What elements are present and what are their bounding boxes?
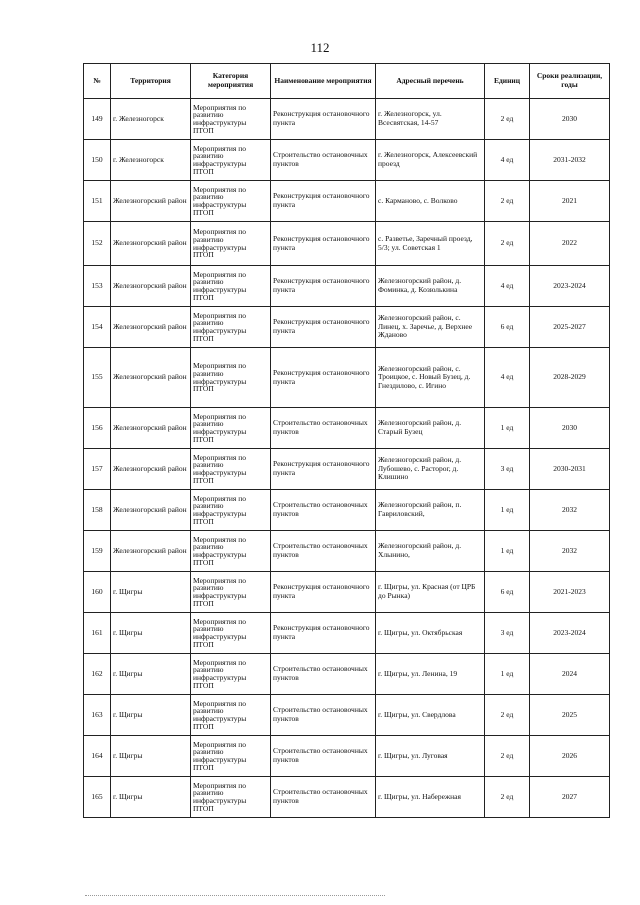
address-cell: Железногорский район, с. Линец, х. Заречье, д. Верхнее Жданово bbox=[376, 307, 485, 348]
term-cell: 2025 bbox=[530, 695, 610, 736]
row-number: 165 bbox=[84, 777, 111, 818]
table-row bbox=[84, 531, 610, 572]
term-cell: 2027 bbox=[530, 777, 610, 818]
measure-name-cell: Строительство остановочных пунктов bbox=[271, 531, 376, 572]
row-number: 157 bbox=[84, 449, 111, 490]
units-cell: 2 ед bbox=[485, 695, 530, 736]
units-cell: 4 ед bbox=[485, 348, 530, 408]
row-number: 162 bbox=[84, 654, 111, 695]
table-row bbox=[84, 140, 610, 181]
address-cell: г. Железногорск, ул. Всесвятская, 14-57 bbox=[376, 99, 485, 140]
term-cell: 2022 bbox=[530, 222, 610, 266]
table-row bbox=[84, 572, 610, 613]
units-cell: 1 ед bbox=[485, 531, 530, 572]
territory-cell: Железногорский район bbox=[111, 490, 191, 531]
table-row bbox=[84, 490, 610, 531]
term-cell: 2024 bbox=[530, 654, 610, 695]
measure-name-cell: Реконструкция остановочного пункта bbox=[271, 181, 376, 222]
page-number: 112 bbox=[310, 40, 330, 55]
units-cell: 1 ед bbox=[485, 490, 530, 531]
measure-name-cell: Реконструкция остановочного пункта bbox=[271, 307, 376, 348]
address-cell: г. Железногорск, Алексеевский проезд bbox=[376, 140, 485, 181]
measure-name-cell: Строительство остановочных пунктов bbox=[271, 140, 376, 181]
row-number: 155 bbox=[84, 348, 111, 408]
territory-cell: г. Щигры bbox=[111, 572, 191, 613]
term-cell: 2032 bbox=[530, 490, 610, 531]
territory-cell: г. Щигры bbox=[111, 777, 191, 818]
measure-name-cell: Реконструкция остановочного пункта bbox=[271, 348, 376, 408]
category-cell: Мероприятия по развитию инфраструктуры ПТОП bbox=[191, 408, 271, 449]
units-cell: 2 ед bbox=[485, 736, 530, 777]
category-cell: Мероприятия по развитию инфраструктуры ПТОП bbox=[191, 181, 271, 222]
category-cell: Мероприятия по развитию инфраструктуры ПТОП bbox=[191, 99, 271, 140]
row-number: 151 bbox=[84, 181, 111, 222]
header-territory: Территория bbox=[111, 64, 191, 99]
units-cell: 2 ед bbox=[485, 777, 530, 818]
header-row bbox=[84, 64, 610, 99]
header-address: Адресный перечень bbox=[376, 64, 485, 99]
territory-cell: Железногорский район bbox=[111, 348, 191, 408]
address-cell: г. Щигры, ул. Луговая bbox=[376, 736, 485, 777]
row-number: 153 bbox=[84, 266, 111, 307]
address-cell: г. Щигры, ул. Свердлова bbox=[376, 695, 485, 736]
measure-name-cell: Строительство остановочных пунктов bbox=[271, 490, 376, 531]
address-cell: Железногорский район, с. Троицкое, с. Новый Бузец, д. Гнездилово, с. Игино bbox=[376, 348, 485, 408]
territory-cell: г. Железногорск bbox=[111, 140, 191, 181]
units-cell: 3 ед bbox=[485, 449, 530, 490]
table-row bbox=[84, 654, 610, 695]
term-cell: 2026 bbox=[530, 736, 610, 777]
header-term: Сроки реализации, годы bbox=[530, 64, 610, 99]
address-cell: г. Щигры, ул. Набережная bbox=[376, 777, 485, 818]
territory-cell: Железногорский район bbox=[111, 181, 191, 222]
row-number: 159 bbox=[84, 531, 111, 572]
address-cell: Железногорский район, д. Лубошево, с. Расторог, д. Клишино bbox=[376, 449, 485, 490]
units-cell: 2 ед bbox=[485, 181, 530, 222]
table-row bbox=[84, 307, 610, 348]
category-cell: Мероприятия по развитию инфраструктуры ПТОП bbox=[191, 736, 271, 777]
table-row bbox=[84, 613, 610, 654]
territory-cell: г. Щигры bbox=[111, 695, 191, 736]
table-row bbox=[84, 99, 610, 140]
measure-name-cell: Реконструкция остановочного пункта bbox=[271, 266, 376, 307]
measure-name-cell: Реконструкция остановочного пункта bbox=[271, 613, 376, 654]
category-cell: Мероприятия по развитию инфраструктуры ПТОП bbox=[191, 654, 271, 695]
territory-cell: Железногорский район bbox=[111, 307, 191, 348]
term-cell: 2031-2032 bbox=[530, 140, 610, 181]
term-cell: 2030-2031 bbox=[530, 449, 610, 490]
term-cell: 2021 bbox=[530, 181, 610, 222]
category-cell: Мероприятия по развитию инфраструктуры ПТОП bbox=[191, 307, 271, 348]
footer-dotted-line bbox=[85, 895, 385, 897]
address-cell: с. Карманово, с. Волково bbox=[376, 181, 485, 222]
term-cell: 2025-2027 bbox=[530, 307, 610, 348]
header-units: Единиц bbox=[485, 64, 530, 99]
address-cell: Железногорский район, п. Гавриловский, bbox=[376, 490, 485, 531]
address-cell: с. Разветье, Заречный проезд, 5/3; ул. Советская 1 bbox=[376, 222, 485, 266]
table-row bbox=[84, 449, 610, 490]
measure-name-cell: Реконструкция остановочного пункта bbox=[271, 449, 376, 490]
row-number: 152 bbox=[84, 222, 111, 266]
units-cell: 6 ед bbox=[485, 572, 530, 613]
category-cell: Мероприятия по развитию инфраструктуры ПТОП bbox=[191, 490, 271, 531]
row-number: 158 bbox=[84, 490, 111, 531]
measure-name-cell: Строительство остановочных пунктов bbox=[271, 736, 376, 777]
header-num: № bbox=[84, 64, 111, 99]
row-number: 156 bbox=[84, 408, 111, 449]
territory-cell: Железногорский район bbox=[111, 531, 191, 572]
table-row bbox=[84, 181, 610, 222]
units-cell: 4 ед bbox=[485, 266, 530, 307]
measure-name-cell: Строительство остановочных пунктов bbox=[271, 777, 376, 818]
measure-name-cell: Строительство остановочных пунктов bbox=[271, 695, 376, 736]
term-cell: 2023-2024 bbox=[530, 613, 610, 654]
address-cell: г. Щигры, ул. Октябрьская bbox=[376, 613, 485, 654]
term-cell: 2030 bbox=[530, 99, 610, 140]
measure-name-cell: Строительство остановочных пунктов bbox=[271, 408, 376, 449]
address-cell: Железногорский район, д. Старый Бузец bbox=[376, 408, 485, 449]
territory-cell: Железногорский район bbox=[111, 449, 191, 490]
measure-name-cell: Реконструкция остановочного пункта bbox=[271, 99, 376, 140]
table-row bbox=[84, 777, 610, 818]
territory-cell: Железногорский район bbox=[111, 266, 191, 307]
term-cell: 2021-2023 bbox=[530, 572, 610, 613]
units-cell: 4 ед bbox=[485, 140, 530, 181]
row-number: 154 bbox=[84, 307, 111, 348]
territory-cell: Железногорский район bbox=[111, 222, 191, 266]
row-number: 164 bbox=[84, 736, 111, 777]
table-row bbox=[84, 266, 610, 307]
category-cell: Мероприятия по развитию инфраструктуры ПТОП bbox=[191, 613, 271, 654]
category-cell: Мероприятия по развитию инфраструктуры ПТОП bbox=[191, 222, 271, 266]
address-cell: Железногорский район, д. Хлынино, bbox=[376, 531, 485, 572]
territory-cell: г. Щигры bbox=[111, 613, 191, 654]
measure-name-cell: Реконструкция остановочного пункта bbox=[271, 222, 376, 266]
table-row bbox=[84, 408, 610, 449]
units-cell: 2 ед bbox=[485, 222, 530, 266]
territory-cell: Железногорский район bbox=[111, 408, 191, 449]
row-number: 160 bbox=[84, 572, 111, 613]
address-cell: г. Щигры, ул. Красная (от ЦРБ до Рынка) bbox=[376, 572, 485, 613]
measure-name-cell: Строительство остановочных пунктов bbox=[271, 654, 376, 695]
measure-name-cell: Реконструкция остановочного пункта bbox=[271, 572, 376, 613]
term-cell: 2028-2029 bbox=[530, 348, 610, 408]
units-cell: 3 ед bbox=[485, 613, 530, 654]
category-cell: Мероприятия по развитию инфраструктуры ПТОП bbox=[191, 140, 271, 181]
table-row bbox=[84, 348, 610, 408]
territory-cell: г. Щигры bbox=[111, 654, 191, 695]
units-cell: 2 ед bbox=[485, 99, 530, 140]
row-number: 161 bbox=[84, 613, 111, 654]
category-cell: Мероприятия по развитию инфраструктуры ПТОП bbox=[191, 777, 271, 818]
territory-cell: г. Железногорск bbox=[111, 99, 191, 140]
units-cell: 6 ед bbox=[485, 307, 530, 348]
category-cell: Мероприятия по развитию инфраструктуры ПТОП bbox=[191, 449, 271, 490]
table-row bbox=[84, 736, 610, 777]
table-row bbox=[84, 222, 610, 266]
measures-table bbox=[83, 63, 610, 818]
term-cell: 2023-2024 bbox=[530, 266, 610, 307]
header-category: Категория мероприятия bbox=[191, 64, 271, 99]
address-cell: Железногорский район, д. Фоминка, д. Козюлькина bbox=[376, 266, 485, 307]
category-cell: Мероприятия по развитию инфраструктуры ПТОП bbox=[191, 348, 271, 408]
units-cell: 1 ед bbox=[485, 408, 530, 449]
row-number: 150 bbox=[84, 140, 111, 181]
table-row bbox=[84, 695, 610, 736]
category-cell: Мероприятия по развитию инфраструктуры ПТОП bbox=[191, 572, 271, 613]
units-cell: 1 ед bbox=[485, 654, 530, 695]
category-cell: Мероприятия по развитию инфраструктуры ПТОП bbox=[191, 266, 271, 307]
term-cell: 2030 bbox=[530, 408, 610, 449]
category-cell: Мероприятия по развитию инфраструктуры ПТОП bbox=[191, 695, 271, 736]
row-number: 163 bbox=[84, 695, 111, 736]
header-name: Наименование мероприятия bbox=[271, 64, 376, 99]
term-cell: 2032 bbox=[530, 531, 610, 572]
address-cell: г. Щигры, ул. Ленина, 19 bbox=[376, 654, 485, 695]
row-number: 149 bbox=[84, 99, 111, 140]
territory-cell: г. Щигры bbox=[111, 736, 191, 777]
category-cell: Мероприятия по развитию инфраструктуры ПТОП bbox=[191, 531, 271, 572]
